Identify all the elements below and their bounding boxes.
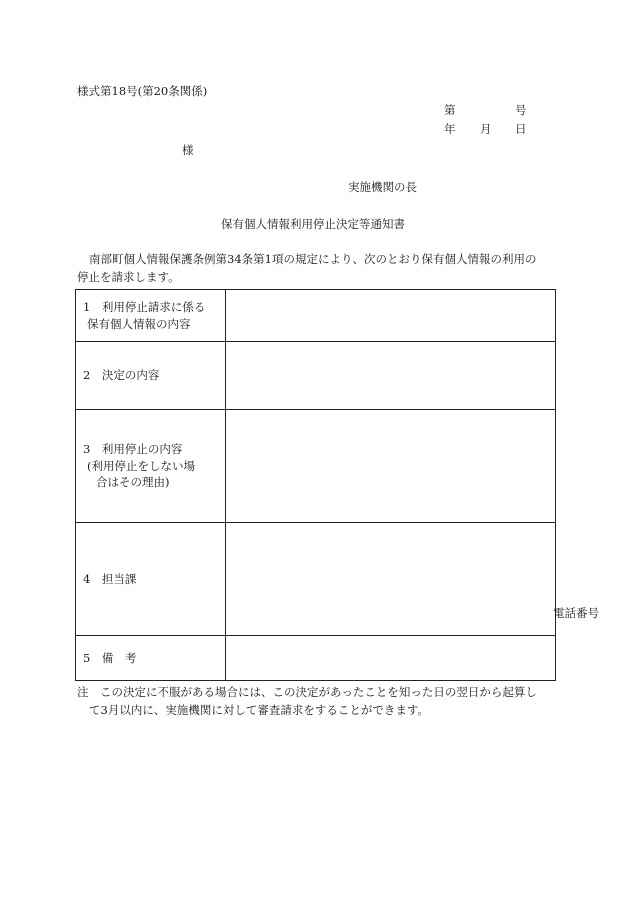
sender: 実施機関の長 — [348, 180, 417, 194]
row-4-label — [76, 523, 226, 636]
table-row — [76, 523, 556, 636]
row-5-label-line-1: 5 備 考 — [83, 650, 137, 665]
row-2-label — [76, 342, 226, 410]
note-line-1: 注 この決定に不服がある場合には、この決定があったことを知った日の翌日から起算し — [77, 685, 537, 699]
row-3-value[interactable] — [226, 410, 556, 523]
date-year: 年 — [444, 122, 456, 136]
row-3-label — [76, 410, 226, 523]
form-number: 様式第18号(第20条関係) — [77, 84, 208, 98]
row-5-label — [76, 636, 226, 681]
table-row — [76, 410, 556, 523]
row-3-label-line-2: (利用停止をしない場 — [87, 458, 195, 473]
addressee-suffix: 様 — [182, 143, 194, 157]
notice-table — [75, 289, 599, 681]
table-row — [76, 342, 556, 410]
table-row — [76, 636, 556, 681]
row-2-label-line-1: 2 決定の内容 — [83, 368, 160, 383]
row-3-label-line-3: 合はその理由) — [96, 475, 170, 490]
row-1-label-line-2: 保有個人情報の内容 — [87, 316, 191, 331]
date-month: 月 — [480, 122, 492, 136]
doc-number-dai: 第 — [444, 103, 456, 117]
date-day: 日 — [515, 122, 527, 136]
note-paragraph — [77, 683, 562, 720]
phone-number-label: 電話番号 — [553, 606, 599, 620]
table-row — [76, 290, 556, 342]
intro-line-2: 停止を請求します。 — [77, 270, 180, 285]
row-4-label-line-1: 4 担当課 — [83, 571, 137, 586]
doc-number-go: 号 — [515, 103, 527, 117]
row-2-value[interactable] — [226, 342, 556, 410]
row-3-label-line-1: 3 利用停止の内容 — [83, 441, 183, 456]
row-1-label — [76, 290, 226, 342]
row-1-label-line-1: 1 利用停止請求に係る — [83, 299, 206, 314]
row-4-value[interactable] — [226, 523, 599, 636]
document-title: 保有個人情報利用停止決定等通知書 — [221, 217, 405, 231]
row-5-value[interactable] — [226, 636, 556, 681]
intro-paragraph — [77, 250, 562, 287]
note-line-2: て3月以内に、実施機関に対して審査請求をすることができます。 — [89, 703, 429, 718]
row-1-value[interactable] — [226, 290, 556, 342]
intro-line-1: 南部町個人情報保護条例第34条第1項の規定により、次のとおり保有個人情報の利用の — [89, 252, 537, 266]
